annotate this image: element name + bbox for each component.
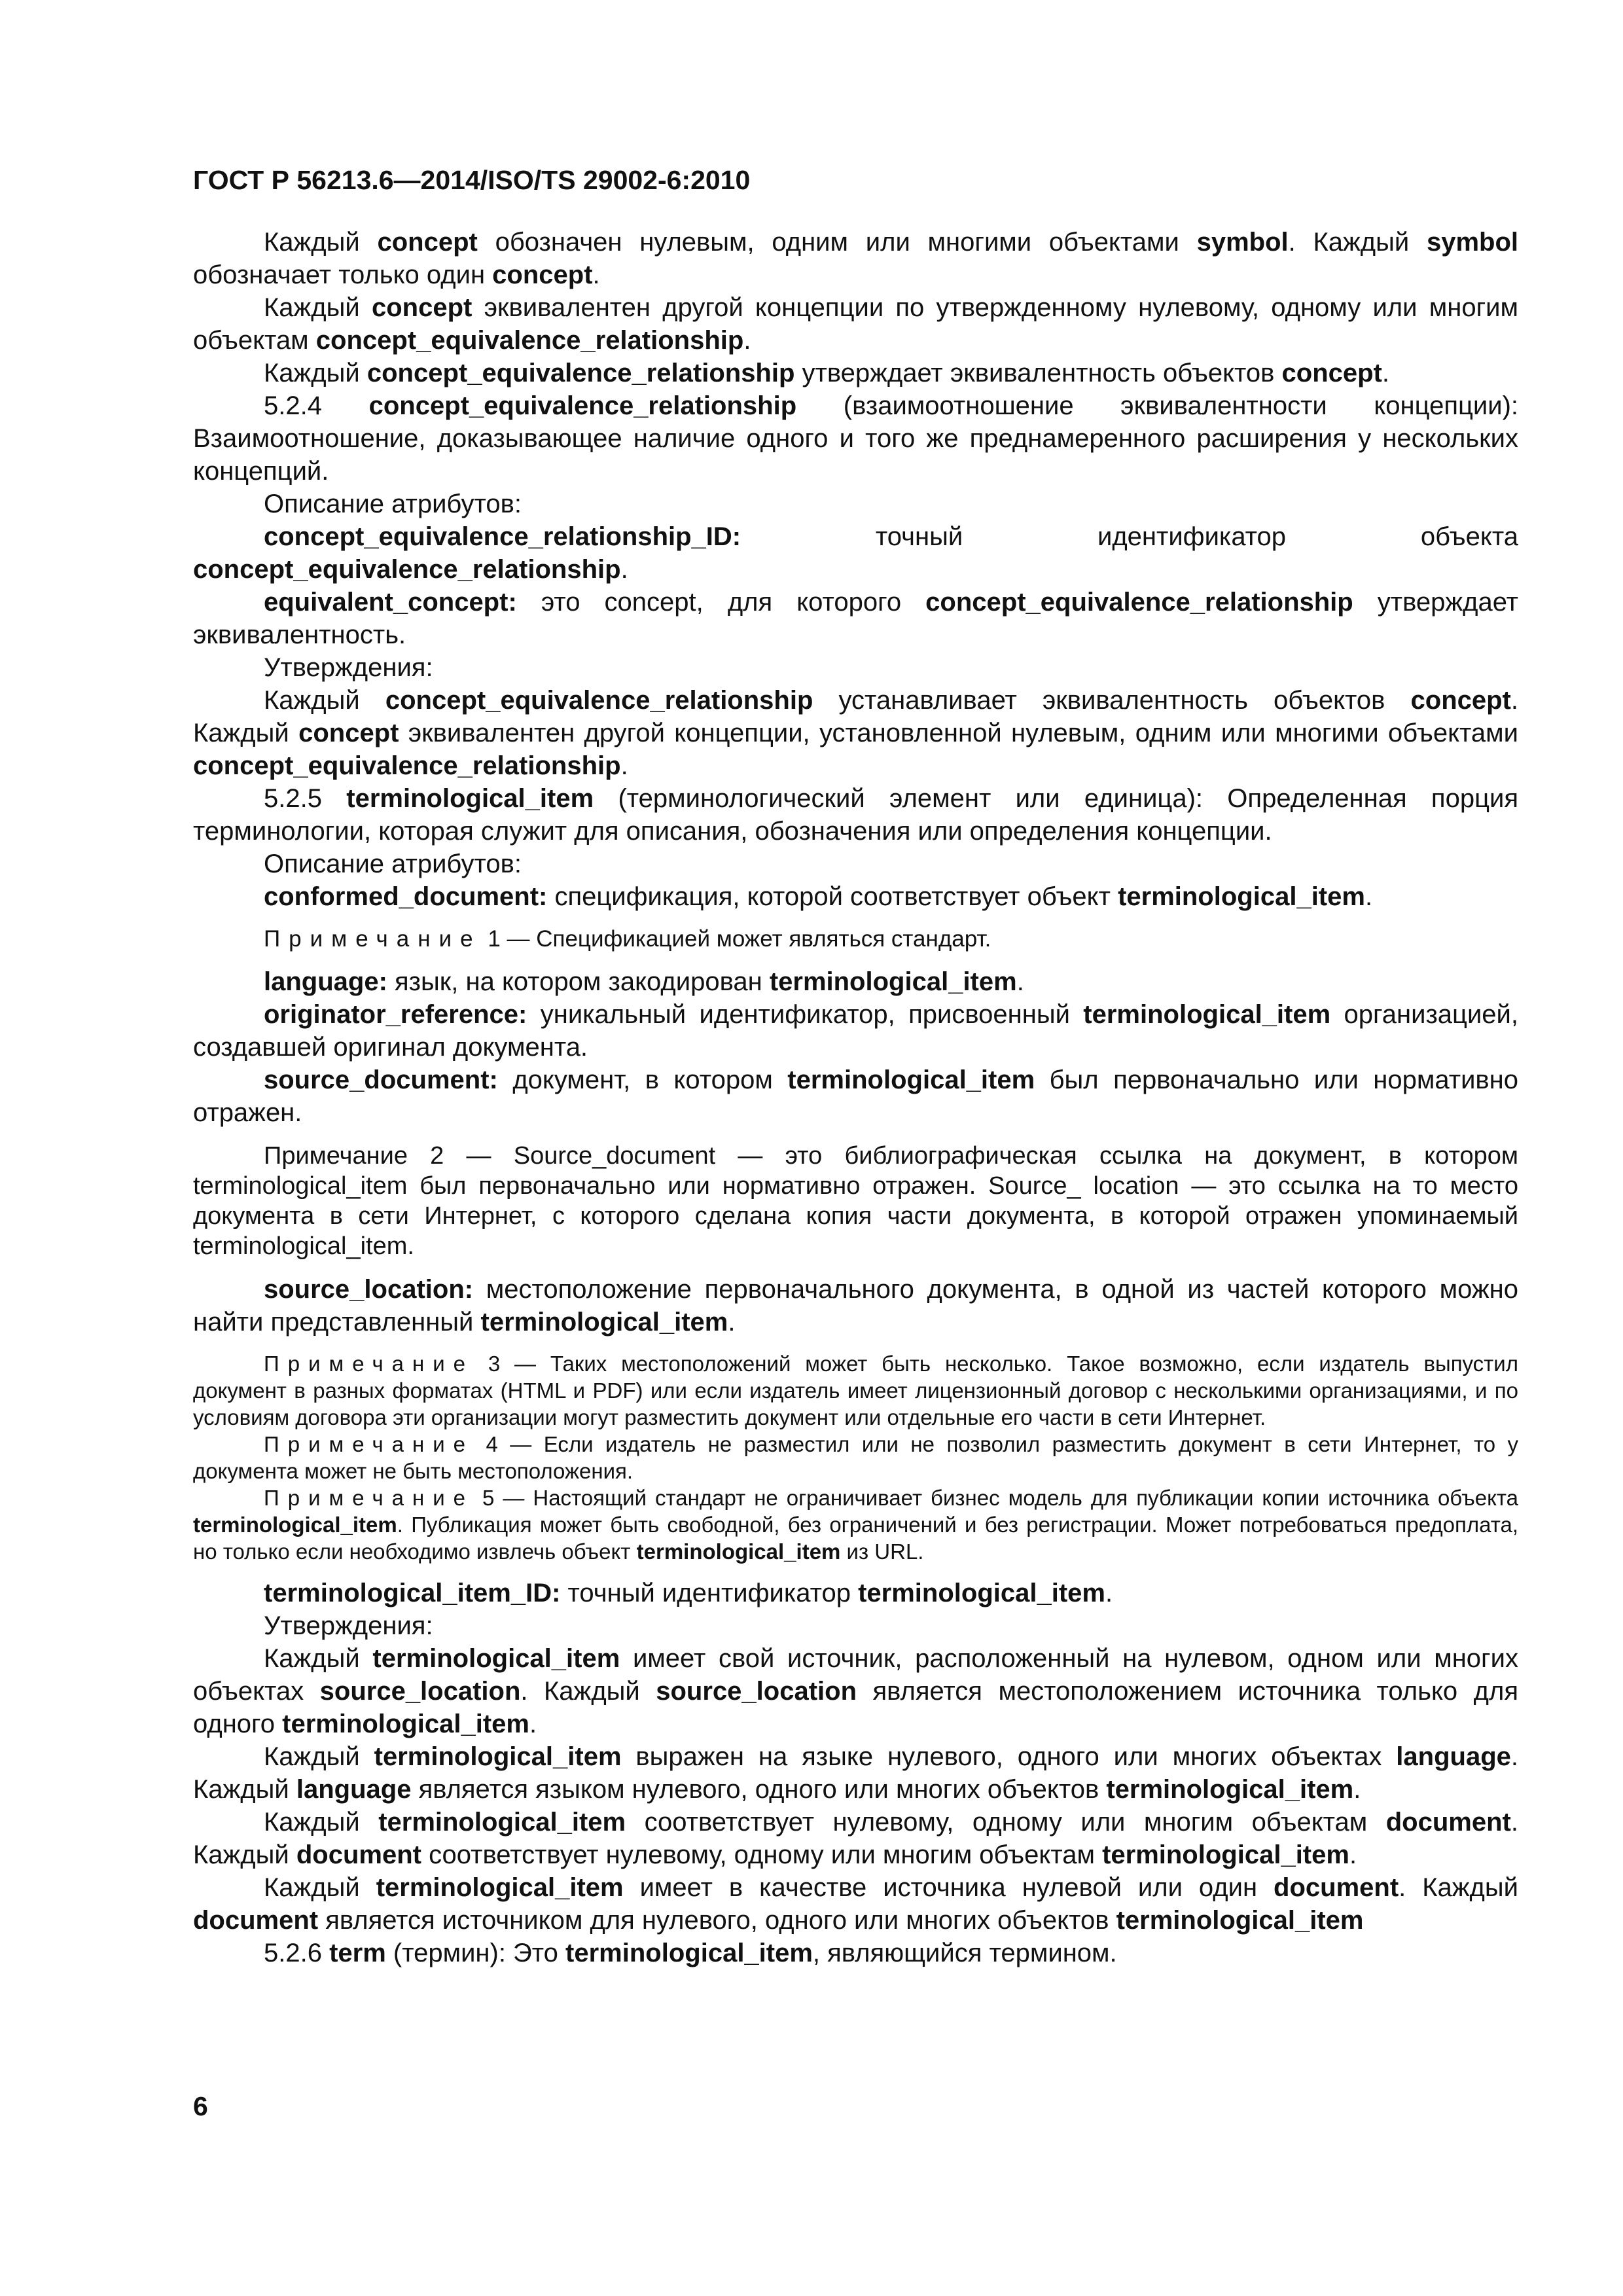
section-5-2-4: 5.2.4 concept_equivalence_relationship (взаимоотношение эквивалентности концепции): Взаимоотношение, доказывающее наличие одного и того же преднамеренного расширения у нескольких концепций.	[193, 391, 1519, 486]
attribute-definition: originator_reference: уникальный идентификатор, присвоенный terminological_item организацией, создавшей оригинал документа.	[193, 1000, 1518, 1062]
paragraph: Каждый terminological_item выражен на языке нулевого, одного или многих объектах language. Каждый language является языком нулевого, одного или многих объектов terminological_item.	[193, 1742, 1518, 1804]
note-4: Примечание 4 — Если издатель не разместил или не позволил разместить документ в сети Интернет, то у документа может не быть местоположения.	[193, 1432, 1518, 1483]
document-header: ГОСТ Р 56213.6—2014/ISO/TS 29002-6:2010	[193, 165, 751, 195]
section-5-2-5: 5.2.5 terminological_item (терминологический элемент или единица): Определенная порция терминологии, которая служит для описания, обозначения или определения концепции.	[193, 784, 1518, 846]
attribute-definition: conformed_document: спецификация, которой соответствует объект terminological_item.	[264, 882, 1373, 911]
section-5-2-6: 5.2.6 term (термин): Это terminological_item, являющийся термином.	[264, 1939, 1117, 1967]
attribute-definition: concept_equivalence_relationship_ID: точный идентификатор объекта concept_equivalence_relationship.	[193, 522, 1518, 584]
paragraph: Каждый concept_equivalence_relationship устанавливает эквивалентность объектов concept. Каждый concept эквивалентен другой концепции, установленной нулевым, одним или многими объектами concept_equivalence_relationship.	[193, 686, 1518, 780]
attribute-definition: source_document: документ, в котором terminological_item был первоначально или нормативно отражен.	[193, 1066, 1518, 1127]
note-3: Примечание 3 — Таких местоположений может быть несколько. Такое возможно, если издатель выпустил документ в разных форматах (HTML и PDF) или если издатель имеет лицензионный договор с несколькими организациями, и по условиям договора эти организации могут разместить документ или отдельные его части в сети Интернет.	[193, 1352, 1518, 1429]
document-body	[193, 226, 1518, 1969]
page-number: 6	[193, 2091, 208, 2121]
note-2: Примечание 2 — Source_document — это библиографическая ссылка на документ, в котором terminological_item был первоначально или нормативно отражен. Source_ location — это ссылка на то место документа в сети Интернет, с которого сделана копия части документа, в которой отражен упоминаемый terminological_item.	[193, 1142, 1518, 1260]
note-1: Примечание 1 — Спецификацией может являться стандарт.	[264, 926, 991, 952]
assertions-heading: Утверждения:	[264, 1611, 433, 1640]
paragraph: Каждый concept_equivalence_relationship утверждает эквивалентность объектов concept.	[264, 359, 1389, 387]
paragraph: Каждый concept эквивалентен другой концепции по утвержденному нулевому, одному или многим объектам concept_equivalence_relationship.	[193, 293, 1518, 355]
paragraph: Каждый terminological_item имеет свой источник, расположенный на нулевом, одном или многих объектах source_location. Каждый source_location является местоположением источника только для одного terminological_item.	[193, 1644, 1519, 1738]
attribute-definition: language: язык, на котором закодирован terminological_item.	[264, 967, 1024, 996]
paragraph: Каждый terminological_item соответствует нулевому, одному или многим объектам document. Каждый document соответствует нулевому, одному или многим объектам terminological_item.	[193, 1808, 1518, 1869]
assertions-heading: Утверждения:	[264, 653, 433, 682]
attribute-definition: terminological_item_ID: точный идентификатор terminological_item.	[264, 1579, 1113, 1607]
paragraph: Каждый terminological_item имеет в качестве источника нулевой или один document. Каждый document является источником для нулевого, одного или многих объектов terminological_item	[193, 1873, 1518, 1935]
note-5: Примечание 5 — Настоящий стандарт не ограничивает бизнес модель для публикации копии источника объекта terminological_item. Публикация может быть свободной, без ограничений и без регистрации. Может потребоваться предоплата, но только если необходимо извлечь объект terminological_item из URL.	[193, 1486, 1518, 1564]
attributes-heading: Описание атрибутов:	[264, 850, 522, 878]
attributes-heading: Описание атрибутов:	[264, 490, 522, 518]
attribute-definition: source_location: местоположение первоначального документа, в одной из частей которого можно найти представленный terminological_item.	[193, 1275, 1518, 1336]
attribute-definition: equivalent_concept: это concept, для которого concept_equivalence_relationship утверждает эквивалентность.	[193, 588, 1518, 649]
paragraph: Каждый concept обозначен нулевым, одним или многими объектами symbol. Каждый symbol обозначает только один concept.	[193, 228, 1519, 289]
